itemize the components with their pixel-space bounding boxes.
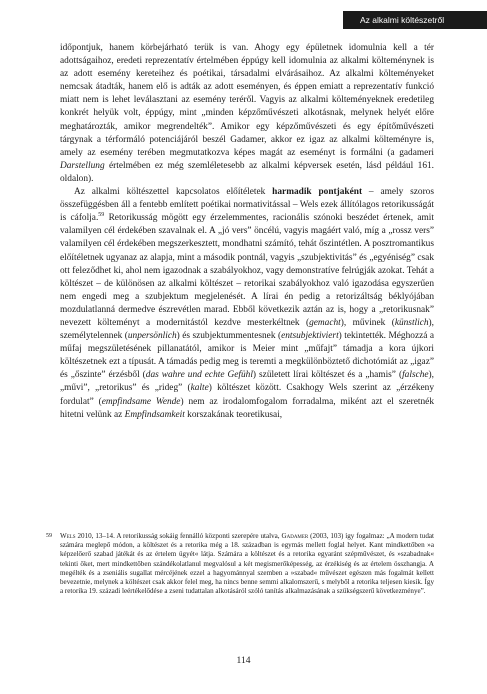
paragraph-2-text: ) és szubjektummentesnek ( [176, 331, 282, 342]
italic-term: Darstellung [60, 160, 105, 171]
paragraph-2-text: Retorikusság mögött egy érzelemmentes, racionális szónoki beszédet értenek, amit valamilyen cél érdekében szavalnak el. A „jó vers” öncélú, vagyis magáért való, míg a „rossz vers” valamilyen cél érdekében megszerkesztett, mondhatni számító, tehát őszintétlen. A posztromantikus előítéletnek ugyanaz az alapja, mint a második pontnál, vagyis „szubjektivitás” és „egyéniség” csak ott feleződhet ki, ahol nem igazodnak a szabályokhoz, vagy demonstratíve felrúgják azokat. Tehát a költészet – de különösen az alkalmi költészet – retorikai szabályokhoz való igazodása egyszerűen nem engedi meg a szubjektum megjelenését. A lírai én pedig a retorizáltság béklyójában mozdulatlanná dermedve észrevétlen marad. Ebből következik aztán az is, hogy a „retorikusnak” nevezett költeményt a modernitástól kezdve mesterkéltnek ( [60, 213, 434, 328]
footnote-author: Wels [60, 532, 76, 540]
footnote-author: Gadamer [281, 532, 309, 540]
footnote-text: (2003, 103) így fogalmaz: „A modern tudat számára meglepő módon, a költészet és a retorika még a 18. században is egymás mellett foglal helyet. Kant mindkettőben »a képzelőerő szabad játékát és az értelem ügyét« látja. Számára a költészet és a retorika egyaránt szépművészet, és »szabadnak« tekinti őket, mert mindkettőben szándékolatlanul megvalósul a két megismerőképesség, az érzékiség és az értelem összhangja. A megélték és a zseniális sugallat mércéjének ezzel a hagyománnyal szemben a »szabad« művészet egészen más fogalmát kellett bevezetnie, melynek a költészet csak akkor felel meg, ha nincs benne semmi alkalomszerű, s melyből a retorika teljesen kiesik. Így a retorika 19. századi leértékelődése a zseni tudattalan alkotásáról szóló tanítás alkalmazásának a szükségszerű következménye”. [60, 532, 434, 596]
bold-term: harmadik pontjaként [272, 187, 363, 198]
paragraph-2-text: ), „művi”, „retorikus” és „rideg” ( [60, 370, 434, 394]
running-header [343, 11, 487, 29]
paragraph-2-text: – amely szoros összefüggésben áll a fentebb említett poétikai normativitással – Wels ezek állítólagos retorikusságát is cáfolja. [60, 187, 434, 224]
footnote-reference[interactable]: 59 [98, 212, 105, 219]
italic-term: unpersönlich [127, 331, 177, 342]
page-number: 114 [236, 656, 251, 666]
paragraph-2-text: ) költészet között. Csakhogy Wels szerint az „érzékeny fordulat” ( [60, 383, 434, 407]
italic-term: empfindsame Wende [101, 396, 181, 407]
paragraph-2-text: ) született lírai költészet és a „hamis” ( [252, 370, 403, 381]
running-title: Az alkalmi költészetről [360, 15, 445, 25]
italic-term: gemacht [309, 317, 341, 328]
italic-term: das wahre und echte Gefühl [145, 370, 253, 381]
italic-term: falsche [402, 370, 429, 381]
paragraph-2-text: korszakának teoretikusai, [184, 409, 283, 420]
paragraph-2-text: ), személytelennek ( [60, 317, 434, 342]
italic-term: Empfindsamkeit [124, 409, 185, 420]
paragraph-1-end: értelmében ez még szemléletesebb az alkalmi képversek esetén, lásd például 161. oldalon). [60, 160, 434, 184]
footnote-number: 59 [46, 533, 52, 539]
paragraph-2-text: ), művinek ( [340, 317, 395, 328]
italic-term: künstlich [394, 317, 429, 328]
italic-term: entsubjektiviert [281, 331, 339, 342]
paragraph-2 [60, 186, 434, 422]
paragraph-2-text: ) nem az irodalomfogalom forradalma, miként azt el szeretnék hitetni velünk az [60, 396, 434, 420]
italic-term: kalte [190, 383, 209, 394]
paragraph-1-text: időpontjuk, hanem körbejárható terük is van. Ahogy egy épületnek idomulnia kell a tér adottságaihoz, eredeti reprezentatív értelmében éppúgy kell idomulnia az alkalmi költeménynek is az adott esemény kereteihez és poétikai, társadalmi elvárásaihoz. Az alkalmi költeményeket nemcsak átadták, hanem elő is adták az adott eseményen, és éppen emiatt a reprezentatív funkció miatt nem is lehet leválasztani az esemény teréről. Vagyis az alkalmi költeményeknek eredetileg konkrét helyük volt, éppúgy, mint „minden képzőművészeti alkotásnak, melynek helyét előre meghatározták, amikor megrendelték”. Amikor egy képzőművészeti és egy építőművészeti tárgynak a térformáló potenciájáról beszél Gadamer, akkor ez igaz az alkalmi költeményre is, amely az esemény terében megmutatkozva képes magát az eseményt is formálni (a gadameri [60, 43, 434, 158]
main-text [60, 42, 434, 422]
footnote [46, 532, 434, 596]
paragraph-2-text: Az alkalmi költészettel kapcsolatos előítéletek [74, 187, 273, 198]
footnote-text: 2010, 13–14. A retorikusság sokáig fennálló központi szerepére utalva, [75, 532, 282, 540]
paragraph-2-text: ) tekintették. Méghozzá a műfaj megszületésének pillanatától, amikor is Meier mint „műfajt” támadja a kora újkori költészetnek ezt a típusát. A támadás pedig meg is teremti a megkülönböztető dichotómiát az „igaz” és „őszinte” érzésből ( [60, 331, 434, 381]
paragraph-1 [60, 42, 434, 186]
